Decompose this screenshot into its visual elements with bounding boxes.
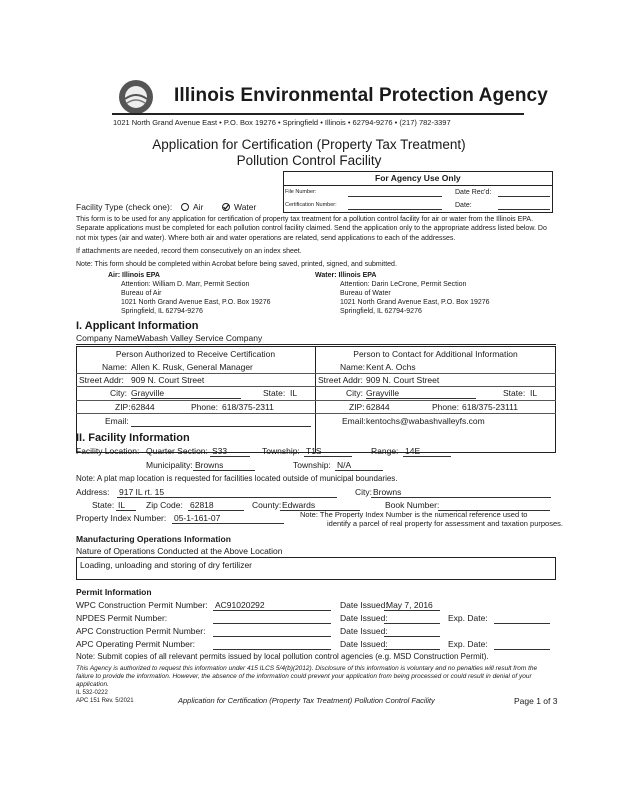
right-phone-label: Phone: (432, 402, 459, 412)
left-zip-value[interactable]: 62844 (131, 402, 155, 412)
apc-operating-exp-field[interactable] (494, 649, 550, 650)
township-label: Township: (262, 446, 300, 456)
left-state-label: State: (263, 388, 286, 398)
wpc-permit-value[interactable]: AC91020292 (215, 600, 265, 610)
right-city-underline (366, 398, 476, 399)
address-label: Address: (76, 487, 110, 497)
page-number: Page 1 of 3 (514, 696, 558, 706)
npdes-exp-field[interactable] (494, 623, 550, 624)
check-icon (222, 203, 230, 211)
range-underline (403, 456, 451, 457)
authorized-person-heading: Person Authorized to Receive Certification (115, 349, 276, 359)
right-city-value[interactable]: Grayville (366, 388, 400, 398)
pin-note-line2: identify a parcel of real property for assessment and taxation purposes. (327, 519, 563, 528)
left-email-field[interactable] (131, 426, 311, 427)
company-underline (76, 344, 556, 345)
water-label: Water (234, 202, 257, 212)
company-name-label: Company Name: (76, 333, 140, 343)
facility-state-underline (116, 510, 136, 511)
header-rule (112, 113, 524, 115)
left-name-value[interactable]: Allen K. Rusk, General Manager (131, 362, 253, 372)
company-name-value[interactable]: Wabash Valley Service Company (137, 333, 263, 343)
left-city-value[interactable]: Grayville (131, 388, 165, 398)
township2-value[interactable]: N/A (337, 460, 352, 470)
apc-operating-field[interactable] (213, 649, 331, 650)
water-address-line: Springfield, IL 62794-9276 (340, 308, 422, 315)
footer-form-title: Application for Certification (Property Tax Treatment) Pollution Control Facility (178, 696, 435, 705)
zip-code-value[interactable]: 62818 (190, 500, 214, 510)
facility-state-value[interactable]: IL (118, 500, 126, 510)
right-zip-value[interactable]: 62844 (366, 402, 390, 412)
facility-heading: II. Facility Information (76, 432, 190, 444)
left-state-value[interactable]: IL (290, 388, 298, 398)
nature-of-operations-label: Nature of Operations Conducted at the Above Location (76, 546, 283, 556)
facility-city-value[interactable]: Browns (373, 487, 402, 497)
permit-heading: Permit Information (76, 587, 152, 597)
form-id-line1: IL 532-0222 (76, 690, 108, 696)
nature-of-operations-value: Loading, unloading and storing of dry fertilizer (80, 560, 252, 570)
municipality-value[interactable]: Browns (195, 460, 224, 470)
wpc-date-label: Date Issued: (340, 600, 388, 610)
right-state-value[interactable]: IL (530, 388, 538, 398)
apc-construction-date-label: Date Issued: (340, 626, 388, 636)
left-name-label: Name: (102, 362, 128, 372)
npdes-date-label: Date Issued: (340, 613, 388, 623)
right-email-label: Email: (342, 416, 366, 426)
range-label: Range: (371, 446, 399, 456)
left-city-label: City: (110, 388, 127, 398)
quarter-section-label: Quarter Section: (146, 446, 208, 456)
npdes-permit-field[interactable] (213, 623, 331, 624)
left-row-line (76, 373, 315, 374)
instructions-paragraph: This form is to be used for any application for certification of property tax treatment for a pollution control facility for air or water from the Illinois EPA. Separate applications must be completed for each pollution control facility claimed. Send the application only to the appropriate address listed below. Do not mix types (air and water). Where both air and water operations are related, send applications to each of the addresses. (76, 216, 547, 242)
apc-construction-label: APC Construction Permit Number: (76, 626, 206, 636)
npdes-exp-label: Exp. Date: (448, 613, 488, 623)
book-number-label: Book Number: (385, 500, 440, 510)
left-email-label: Email: (105, 416, 129, 426)
right-name-label: Name: (340, 362, 366, 372)
address-underline (117, 497, 337, 498)
air-address-line: Bureau of Air (121, 290, 162, 297)
agency-address: 1021 North Grand Avenue East • P.O. Box 19276 • Springfield • Illinois • 62794-9276 • (217) 782-3397 (113, 118, 451, 127)
form-title-line2: Pollution Control Facility (236, 153, 382, 168)
right-email-value[interactable]: kentochs@wabashvalleyfs.com (366, 416, 485, 426)
pin-label: Property Index Number: (76, 513, 167, 523)
manufacturing-heading: Manufacturing Operations Information (76, 534, 231, 544)
wpc-permit-underline (213, 610, 331, 611)
left-row-line (76, 400, 315, 401)
water-address-line: 1021 North Grand Avenue East, P.O. Box 19276 (340, 299, 490, 306)
date-label: Date: (455, 202, 472, 209)
right-state-label: State: (503, 388, 526, 398)
air-address-line: 1021 North Grand Avenue East, P.O. Box 19276 (121, 299, 271, 306)
agency-use-heading: For Agency Use Only (375, 173, 461, 183)
date-recd-field[interactable] (498, 196, 550, 197)
wpc-permit-label: WPC Construction Permit Number: (76, 600, 208, 610)
cert-number-label: Certification Number: (285, 202, 337, 208)
municipality-label: Municipality: (146, 460, 193, 470)
agency-use-rule (283, 185, 553, 186)
right-city-label: City: (346, 388, 363, 398)
address-value[interactable]: 917 IL rt. 15 (119, 487, 165, 497)
right-street-label: Street Addr: (318, 375, 363, 385)
form-title-line1: Application for Certification (Property Tax Treatment) (152, 137, 466, 152)
date-recd-label: Date Rec'd: (455, 189, 492, 196)
air-address-line: Springfield, IL 62794-9276 (121, 308, 203, 315)
pin-underline (172, 523, 284, 524)
apc-construction-field[interactable] (213, 636, 331, 637)
range-value[interactable]: 14E (405, 446, 421, 456)
right-phone-value[interactable]: 618/375-23111 (462, 402, 518, 412)
attachments-instruction: If attachments are needed, record them consecutively on an index sheet. (76, 248, 302, 255)
apc-operating-exp-label: Exp. Date: (448, 639, 488, 649)
water-address-line: Bureau of Water (340, 290, 391, 297)
air-address-line: Air: Illinois EPA (108, 272, 160, 279)
permit-note: Note: Submit copies of all relevant permits issued by local pollution control agencies (e.g. MSD Construction Permit). (76, 652, 489, 661)
county-label: County: (252, 500, 282, 510)
quarter-section-value[interactable]: S33 (212, 446, 228, 456)
facility-city-underline (371, 497, 551, 498)
municipality-underline (193, 470, 255, 471)
left-phone-label: Phone: (191, 402, 218, 412)
air-radio[interactable] (181, 203, 189, 211)
acrobat-note: Note: This form should be completed within Acrobat before being saved, printed, signed, and submitted. (76, 261, 397, 268)
left-street-label: Street Addr: (79, 375, 124, 385)
cert-number-field[interactable] (348, 209, 442, 210)
file-number-label: File Number: (285, 189, 317, 195)
township-value[interactable]: T1S (306, 446, 322, 456)
township2-underline (335, 470, 383, 471)
right-row-line (315, 413, 556, 414)
left-row-line (76, 413, 315, 414)
apc-operating-label: APC Operating Permit Number: (76, 639, 196, 649)
authority-disclaimer: This Agency is authorized to request this information under 415 ILCS 5/4(b)(2012). Disclosure of this information is voluntary and no penalties will result from the failure to provide the information. However, the absence of the information could prevent your application from being processed or could result in denial of your application. (76, 665, 538, 688)
left-city-underline (131, 398, 241, 399)
zip-code-label: Zip Code: (146, 500, 183, 510)
air-label: Air (193, 202, 204, 212)
pin-value[interactable]: 05-1-161-07 (174, 513, 221, 523)
wpc-date-value[interactable]: May 7, 2016 (386, 600, 433, 610)
facility-city-label: City: (355, 487, 372, 497)
apc-operating-date-label: Date Issued: (340, 639, 388, 649)
zip-code-underline (188, 510, 244, 511)
apc-construction-date-field[interactable] (384, 636, 440, 637)
facility-location-label: Facility Location: (76, 446, 140, 456)
contact-person-heading: Person to Contact for Additional Information (353, 349, 518, 359)
file-number-field[interactable] (348, 196, 442, 197)
right-row-line (315, 386, 556, 387)
county-value[interactable]: Edwards (282, 500, 316, 510)
right-row-line (315, 373, 556, 374)
right-street-value[interactable]: 909 N. Court Street (366, 375, 440, 385)
left-zip-label: ZIP: (115, 402, 131, 412)
water-radio[interactable] (222, 203, 230, 211)
right-name-value[interactable]: Kent A. Ochs (366, 362, 416, 372)
agency-seal-icon (118, 79, 154, 115)
left-row-line (76, 386, 315, 387)
air-address-line: Attention: William D. Marr, Permit Section (121, 281, 250, 288)
npdes-date-field[interactable] (384, 623, 440, 624)
applicant-heading: I. Applicant Information (76, 320, 199, 332)
form-id-line2: APC 151 Rev. 5/2021 (76, 698, 134, 704)
township-underline (304, 456, 352, 457)
pin-note-line1: Note: The Property Index Number is the numerical reference used to (300, 510, 528, 519)
agency-name: Illinois Environmental Protection Agency (174, 85, 548, 106)
right-row-line (315, 400, 556, 401)
apc-operating-date-field[interactable] (384, 649, 440, 650)
water-address-line: Attention: Darin LeCrone, Permit Section (340, 281, 467, 288)
npdes-permit-label: NPDES Permit Number: (76, 613, 168, 623)
facility-type-label: Facility Type (check one): (76, 202, 173, 212)
left-phone-value[interactable]: 618/375-2311 (222, 402, 274, 412)
right-zip-label: ZIP: (349, 402, 365, 412)
left-street-value[interactable]: 909 N. Court Street (131, 375, 205, 385)
plat-map-note: Note: A plat map location is requested for facilities located outside of municipal boundaries. (76, 474, 398, 483)
wpc-date-underline (384, 610, 440, 611)
facility-state-label: State: (92, 500, 115, 510)
quarter-section-underline (210, 456, 250, 457)
township2-label: Township: (293, 460, 331, 470)
water-address-line: Water: Illinois EPA (315, 272, 377, 279)
date-field[interactable] (498, 209, 550, 210)
